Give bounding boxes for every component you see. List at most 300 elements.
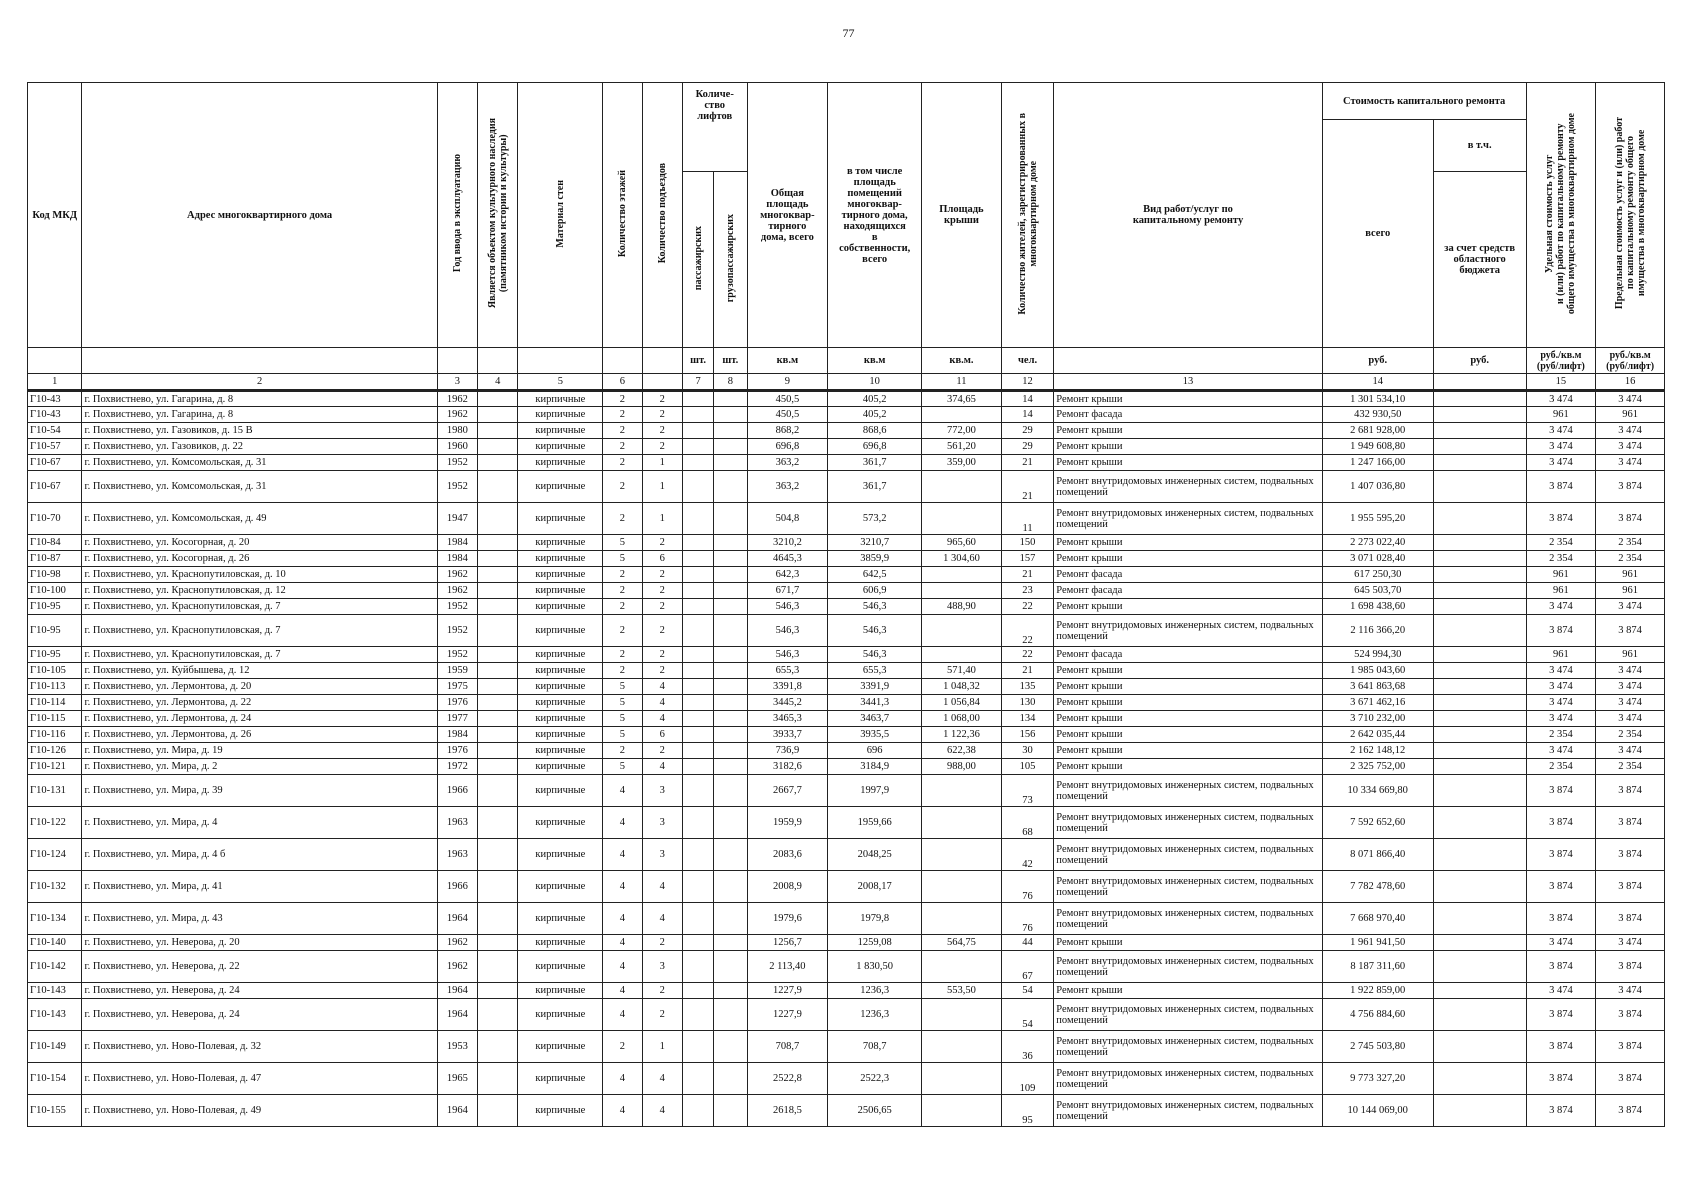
- cell-entrances: 1: [642, 455, 682, 471]
- cell-owned-area: 3441,3: [828, 695, 922, 711]
- table-row: [28, 839, 1665, 871]
- column-number: 2: [82, 374, 437, 391]
- cell-heritage: [478, 423, 518, 439]
- cell-floors: 4: [603, 1095, 642, 1127]
- cell-year: 1964: [437, 903, 477, 935]
- cell-unit-cost: 3 474: [1526, 695, 1596, 711]
- cell-heritage: [478, 567, 518, 583]
- cell-floors: 2: [603, 663, 642, 679]
- cell-address: г. Похвистнево, ул. Краснопутиловская, д. 7: [82, 599, 437, 615]
- cell-year: 1966: [437, 871, 477, 903]
- cell-cost-total: 3 071 028,40: [1322, 551, 1433, 567]
- cell-entrances: 4: [642, 679, 682, 695]
- cell-work-type: Ремонт крыши: [1054, 743, 1322, 759]
- cell-address: г. Похвистнево, ул. Комсомольская, д. 31: [82, 455, 437, 471]
- cell-floors: 4: [603, 839, 642, 871]
- cell-cost-total: 3 710 232,00: [1322, 711, 1433, 727]
- cell-code: Г10-132: [28, 871, 82, 903]
- unit-cost-total: руб.: [1322, 348, 1433, 374]
- column-number: 11: [922, 374, 1002, 391]
- header-heritage-text: Является объектом культурного наследия (памятником истории и культуры): [486, 118, 509, 309]
- cell-floors: 2: [603, 407, 642, 423]
- header-residents: [1001, 83, 1053, 348]
- cell-limit-cost: 3 474: [1596, 679, 1665, 695]
- unit-blank: [1054, 348, 1322, 374]
- cell-year: 1977: [437, 711, 477, 727]
- cell-address: г. Похвистнево, ул. Краснопутиловская, д. 10: [82, 567, 437, 583]
- header-year: [437, 83, 477, 348]
- cell-cost-regional: [1433, 471, 1526, 503]
- cell-lifts-cargo: [714, 647, 747, 663]
- cell-code: Г10-84: [28, 535, 82, 551]
- cell-residents: 14: [1001, 391, 1053, 407]
- cell-cost-regional: [1433, 903, 1526, 935]
- cell-lifts-passenger: [682, 583, 713, 599]
- cell-cost-regional: [1433, 951, 1526, 983]
- cell-heritage: [478, 471, 518, 503]
- cell-unit-cost: 3 474: [1526, 439, 1596, 455]
- cell-heritage: [478, 775, 518, 807]
- cell-floors: 2: [603, 423, 642, 439]
- cell-material: кирпичные: [518, 663, 603, 679]
- cell-heritage: [478, 935, 518, 951]
- column-number: 16: [1596, 374, 1665, 391]
- cell-owned-area: 1997,9: [828, 775, 922, 807]
- cell-floors: 4: [603, 1063, 642, 1095]
- cell-floors: 2: [603, 599, 642, 615]
- cell-code: Г10-124: [28, 839, 82, 871]
- cell-total-area: 2008,9: [747, 871, 828, 903]
- cell-address: г. Похвистнево, ул. Краснопутиловская, д. 7: [82, 615, 437, 647]
- column-number: [642, 374, 682, 391]
- cell-unit-cost: 3 874: [1526, 503, 1596, 535]
- cell-cost-regional: [1433, 871, 1526, 903]
- cell-floors: 5: [603, 551, 642, 567]
- cell-code: Г10-113: [28, 679, 82, 695]
- cell-entrances: 2: [642, 583, 682, 599]
- cell-heritage: [478, 871, 518, 903]
- cell-floors: 4: [603, 903, 642, 935]
- cell-entrances: 2: [642, 599, 682, 615]
- cell-heritage: [478, 951, 518, 983]
- cell-total-area: 1227,9: [747, 999, 828, 1031]
- cell-roof-area: [922, 1063, 1002, 1095]
- cell-residents: 21: [1001, 663, 1053, 679]
- table-row: [28, 535, 1665, 551]
- cell-owned-area: 405,2: [828, 407, 922, 423]
- cell-year: 1962: [437, 935, 477, 951]
- cell-heritage: [478, 583, 518, 599]
- cell-floors: 2: [603, 743, 642, 759]
- cell-entrances: 1: [642, 471, 682, 503]
- column-number: 7: [682, 374, 713, 391]
- cell-limit-cost: 2 354: [1596, 535, 1665, 551]
- cell-cost-regional: [1433, 535, 1526, 551]
- cell-code: Г10-134: [28, 903, 82, 935]
- cell-address: г. Похвистнево, ул. Лермонтова, д. 26: [82, 727, 437, 743]
- cell-year: 1966: [437, 775, 477, 807]
- cell-entrances: 2: [642, 439, 682, 455]
- cell-residents: 23: [1001, 583, 1053, 599]
- cell-cost-total: 1 955 595,20: [1322, 503, 1433, 535]
- cell-code: Г10-121: [28, 759, 82, 775]
- cell-residents: 21: [1001, 455, 1053, 471]
- cell-unit-cost: 961: [1526, 567, 1596, 583]
- cell-year: 1975: [437, 679, 477, 695]
- cell-total-area: 546,3: [747, 647, 828, 663]
- cell-cost-regional: [1433, 391, 1526, 407]
- cell-heritage: [478, 743, 518, 759]
- cell-total-area: 1979,6: [747, 903, 828, 935]
- cell-heritage: [478, 1031, 518, 1063]
- cell-entrances: 4: [642, 1095, 682, 1127]
- cell-cost-total: 2 642 035,44: [1322, 727, 1433, 743]
- cell-cost-total: 7 782 478,60: [1322, 871, 1433, 903]
- cell-material: кирпичные: [518, 471, 603, 503]
- cell-roof-area: [922, 903, 1002, 935]
- cell-work-type: Ремонт фасада: [1054, 647, 1322, 663]
- cell-limit-cost: 3 874: [1596, 807, 1665, 839]
- cell-address: г. Похвистнево, ул. Гагарина, д. 8: [82, 391, 437, 407]
- header-limit-cost-text: Предельная стоимость услуг и (или) работ по капитальному ремонту общего имущества в многоквартирном доме: [1613, 117, 1647, 310]
- cell-limit-cost: 3 874: [1596, 871, 1665, 903]
- cell-lifts-passenger: [682, 423, 713, 439]
- cell-limit-cost: 3 474: [1596, 391, 1665, 407]
- cell-entrances: 2: [642, 423, 682, 439]
- cell-heritage: [478, 615, 518, 647]
- cell-year: 1965: [437, 1063, 477, 1095]
- header-heritage: [478, 83, 518, 348]
- cell-heritage: [478, 695, 518, 711]
- cell-entrances: 2: [642, 983, 682, 999]
- header-material: [518, 83, 603, 348]
- cell-roof-area: [922, 1031, 1002, 1063]
- cell-lifts-passenger: [682, 727, 713, 743]
- cell-unit-cost: 3 874: [1526, 951, 1596, 983]
- cell-heritage: [478, 551, 518, 567]
- cell-cost-regional: [1433, 1031, 1526, 1063]
- cell-total-area: 2 113,40: [747, 951, 828, 983]
- table-row: [28, 727, 1665, 743]
- cell-limit-cost: 3 874: [1596, 839, 1665, 871]
- cell-unit-cost: 3 874: [1526, 1063, 1596, 1095]
- cell-unit-cost: 3 874: [1526, 1031, 1596, 1063]
- cell-total-area: 504,8: [747, 503, 828, 535]
- cell-floors: 5: [603, 727, 642, 743]
- table-row: [28, 455, 1665, 471]
- header-unit-cost: [1526, 83, 1596, 348]
- cell-lifts-cargo: [714, 1095, 747, 1127]
- cell-address: г. Похвистнево, ул. Газовиков, д. 22: [82, 439, 437, 455]
- cell-lifts-passenger: [682, 551, 713, 567]
- cell-total-area: 3465,3: [747, 711, 828, 727]
- cell-entrances: 4: [642, 871, 682, 903]
- cell-material: кирпичные: [518, 439, 603, 455]
- cell-residents: 76: [1001, 903, 1053, 935]
- cell-lifts-cargo: [714, 439, 747, 455]
- table-row: [28, 599, 1665, 615]
- cell-unit-cost: 3 874: [1526, 903, 1596, 935]
- header-work-type: Вид работ/услуг по капитальному ремонту: [1054, 83, 1322, 348]
- cell-floors: 2: [603, 567, 642, 583]
- cell-limit-cost: 3 874: [1596, 775, 1665, 807]
- cell-roof-area: [922, 1095, 1002, 1127]
- cell-unit-cost: 3 874: [1526, 471, 1596, 503]
- cell-lifts-cargo: [714, 951, 747, 983]
- cell-material: кирпичные: [518, 695, 603, 711]
- cell-work-type: Ремонт фасада: [1054, 407, 1322, 423]
- cell-cost-regional: [1433, 567, 1526, 583]
- cell-residents: 22: [1001, 647, 1053, 663]
- cell-unit-cost: 2 354: [1526, 727, 1596, 743]
- table-body: [28, 391, 1665, 1127]
- cell-total-area: 2618,5: [747, 1095, 828, 1127]
- unit-owned-area: кв.м: [828, 348, 922, 374]
- header-roof-area: Площадь крыши: [922, 83, 1002, 348]
- cell-material: кирпичные: [518, 679, 603, 695]
- cell-lifts-cargo: [714, 983, 747, 999]
- cell-floors: 2: [603, 439, 642, 455]
- cell-entrances: 4: [642, 711, 682, 727]
- header-year-text: Год ввода в эксплуатацию: [451, 154, 463, 273]
- cell-lifts-passenger: [682, 1063, 713, 1095]
- cell-owned-area: 708,7: [828, 1031, 922, 1063]
- cell-heritage: [478, 727, 518, 743]
- table-row: [28, 679, 1665, 695]
- cell-total-area: 2083,6: [747, 839, 828, 871]
- unit-unit-cost: руб./кв.м (руб/лифт): [1526, 348, 1596, 374]
- unit-blank: [437, 348, 477, 374]
- cell-lifts-passenger: [682, 535, 713, 551]
- cell-unit-cost: 961: [1526, 647, 1596, 663]
- cell-entrances: 2: [642, 647, 682, 663]
- cell-owned-area: 1 830,50: [828, 951, 922, 983]
- cell-lifts-passenger: [682, 455, 713, 471]
- cell-residents: 29: [1001, 439, 1053, 455]
- cell-cost-regional: [1433, 663, 1526, 679]
- cell-address: г. Похвистнево, ул. Лермонтова, д. 22: [82, 695, 437, 711]
- cell-floors: 5: [603, 535, 642, 551]
- cell-cost-total: 8 071 866,40: [1322, 839, 1433, 871]
- header-cost-incl: в т.ч.: [1433, 120, 1526, 172]
- cell-work-type: Ремонт крыши: [1054, 423, 1322, 439]
- cell-lifts-cargo: [714, 743, 747, 759]
- cell-total-area: 546,3: [747, 615, 828, 647]
- cell-work-type: Ремонт внутридомовых инженерных систем, подвальных помещений: [1054, 951, 1322, 983]
- cell-limit-cost: 3 874: [1596, 615, 1665, 647]
- cell-cost-regional: [1433, 983, 1526, 999]
- cell-entrances: 2: [642, 743, 682, 759]
- column-number: 9: [747, 374, 828, 391]
- cell-material: кирпичные: [518, 951, 603, 983]
- cell-lifts-cargo: [714, 1031, 747, 1063]
- cell-year: 1984: [437, 727, 477, 743]
- cell-owned-area: 1979,8: [828, 903, 922, 935]
- cell-roof-area: 1 048,32: [922, 679, 1002, 695]
- cell-lifts-passenger: [682, 839, 713, 871]
- cell-cost-regional: [1433, 839, 1526, 871]
- header-cost: Стоимость капитального ремонта: [1322, 83, 1526, 120]
- cell-owned-area: 546,3: [828, 647, 922, 663]
- cell-year: 1962: [437, 583, 477, 599]
- cell-total-area: 546,3: [747, 599, 828, 615]
- cell-roof-area: [922, 647, 1002, 663]
- cell-work-type: Ремонт фасада: [1054, 583, 1322, 599]
- cell-total-area: 1227,9: [747, 983, 828, 999]
- cell-lifts-passenger: [682, 871, 713, 903]
- column-number: 6: [603, 374, 642, 391]
- repair-register-table: [27, 82, 1665, 1127]
- cell-roof-area: 1 122,36: [922, 727, 1002, 743]
- cell-year: 1962: [437, 407, 477, 423]
- cell-floors: 2: [603, 391, 642, 407]
- cell-floors: 4: [603, 935, 642, 951]
- cell-address: г. Похвистнево, ул. Комсомольская, д. 49: [82, 503, 437, 535]
- cell-address: г. Похвистнево, ул. Лермонтова, д. 20: [82, 679, 437, 695]
- cell-address: г. Похвистнево, ул. Газовиков, д. 15 В: [82, 423, 437, 439]
- cell-material: кирпичные: [518, 711, 603, 727]
- cell-roof-area: [922, 871, 1002, 903]
- cell-heritage: [478, 599, 518, 615]
- cell-lifts-passenger: [682, 1031, 713, 1063]
- cell-code: Г10-115: [28, 711, 82, 727]
- cell-entrances: 2: [642, 391, 682, 407]
- cell-cost-total: 2 681 928,00: [1322, 423, 1433, 439]
- cell-year: 1963: [437, 807, 477, 839]
- cell-owned-area: 3210,7: [828, 535, 922, 551]
- unit-residents: чел.: [1001, 348, 1053, 374]
- table-row: [28, 695, 1665, 711]
- table-row: [28, 759, 1665, 775]
- cell-address: г. Похвистнево, ул. Ново-Полевая, д. 49: [82, 1095, 437, 1127]
- cell-address: г. Похвистнево, ул. Мира, д. 39: [82, 775, 437, 807]
- column-number: 5: [518, 374, 603, 391]
- cell-heritage: [478, 647, 518, 663]
- cell-material: кирпичные: [518, 903, 603, 935]
- cell-lifts-cargo: [714, 775, 747, 807]
- cell-lifts-passenger: [682, 1095, 713, 1127]
- cell-roof-area: [922, 503, 1002, 535]
- cell-residents: 36: [1001, 1031, 1053, 1063]
- cell-work-type: Ремонт крыши: [1054, 535, 1322, 551]
- table-row: [28, 391, 1665, 407]
- cell-material: кирпичные: [518, 1063, 603, 1095]
- cell-lifts-passenger: [682, 391, 713, 407]
- cell-material: кирпичные: [518, 535, 603, 551]
- cell-residents: 42: [1001, 839, 1053, 871]
- table-row: [28, 775, 1665, 807]
- cell-owned-area: 573,2: [828, 503, 922, 535]
- cell-code: Г10-131: [28, 775, 82, 807]
- cell-total-area: 3391,8: [747, 679, 828, 695]
- cell-cost-total: 1 698 438,60: [1322, 599, 1433, 615]
- cell-owned-area: 655,3: [828, 663, 922, 679]
- cell-lifts-cargo: [714, 455, 747, 471]
- cell-roof-area: 1 304,60: [922, 551, 1002, 567]
- cell-work-type: Ремонт крыши: [1054, 599, 1322, 615]
- cell-limit-cost: 3 474: [1596, 439, 1665, 455]
- cell-limit-cost: 2 354: [1596, 551, 1665, 567]
- cell-lifts-passenger: [682, 567, 713, 583]
- cell-cost-total: 1 407 036,80: [1322, 471, 1433, 503]
- cell-lifts-cargo: [714, 871, 747, 903]
- cell-owned-area: 361,7: [828, 455, 922, 471]
- table-row: [28, 711, 1665, 727]
- cell-code: Г10-43: [28, 391, 82, 407]
- cell-cost-regional: [1433, 679, 1526, 695]
- cell-cost-regional: [1433, 711, 1526, 727]
- cell-unit-cost: 961: [1526, 407, 1596, 423]
- cell-lifts-passenger: [682, 951, 713, 983]
- cell-year: 1960: [437, 439, 477, 455]
- cell-unit-cost: 3 874: [1526, 999, 1596, 1031]
- cell-entrances: 2: [642, 663, 682, 679]
- cell-owned-area: 3935,5: [828, 727, 922, 743]
- unit-blank: [603, 348, 642, 374]
- cell-entrances: 3: [642, 839, 682, 871]
- cell-year: 1964: [437, 1095, 477, 1127]
- cell-limit-cost: 3 474: [1596, 663, 1665, 679]
- cell-lifts-cargo: [714, 551, 747, 567]
- cell-floors: 5: [603, 711, 642, 727]
- table-row: [28, 471, 1665, 503]
- cell-unit-cost: 3 474: [1526, 663, 1596, 679]
- cell-material: кирпичные: [518, 615, 603, 647]
- cell-entrances: 2: [642, 935, 682, 951]
- table-row: [28, 615, 1665, 647]
- cell-owned-area: 1236,3: [828, 999, 922, 1031]
- cell-residents: 30: [1001, 743, 1053, 759]
- cell-lifts-cargo: [714, 903, 747, 935]
- cell-lifts-passenger: [682, 743, 713, 759]
- cell-unit-cost: 3 874: [1526, 615, 1596, 647]
- cell-cost-total: 7 668 970,40: [1322, 903, 1433, 935]
- cell-owned-area: 2522,3: [828, 1063, 922, 1095]
- cell-work-type: Ремонт внутридомовых инженерных систем, подвальных помещений: [1054, 839, 1322, 871]
- cell-code: Г10-43: [28, 407, 82, 423]
- cell-year: 1962: [437, 951, 477, 983]
- column-number: 15: [1526, 374, 1596, 391]
- cell-work-type: Ремонт внутридомовых инженерных систем, подвальных помещений: [1054, 999, 1322, 1031]
- table-row: [28, 439, 1665, 455]
- cell-year: 1952: [437, 455, 477, 471]
- cell-address: г. Похвистнево, ул. Ново-Полевая, д. 32: [82, 1031, 437, 1063]
- cell-roof-area: [922, 839, 1002, 871]
- cell-limit-cost: 3 474: [1596, 711, 1665, 727]
- cell-roof-area: [922, 775, 1002, 807]
- cell-heritage: [478, 503, 518, 535]
- table-row: [28, 807, 1665, 839]
- unit-cost-regional: руб.: [1433, 348, 1526, 374]
- cell-year: 1964: [437, 999, 477, 1031]
- cell-total-area: 655,3: [747, 663, 828, 679]
- cell-owned-area: 3463,7: [828, 711, 922, 727]
- table-row: [28, 407, 1665, 423]
- cell-work-type: Ремонт крыши: [1054, 551, 1322, 567]
- cell-lifts-cargo: [714, 407, 747, 423]
- cell-lifts-cargo: [714, 599, 747, 615]
- cell-cost-regional: [1433, 727, 1526, 743]
- cell-entrances: 2: [642, 535, 682, 551]
- table-row: [28, 951, 1665, 983]
- cell-roof-area: 965,60: [922, 535, 1002, 551]
- cell-cost-regional: [1433, 407, 1526, 423]
- cell-floors: 2: [603, 1031, 642, 1063]
- cell-year: 1962: [437, 567, 477, 583]
- cell-year: 1964: [437, 983, 477, 999]
- cell-entrances: 3: [642, 807, 682, 839]
- cell-limit-cost: 961: [1596, 407, 1665, 423]
